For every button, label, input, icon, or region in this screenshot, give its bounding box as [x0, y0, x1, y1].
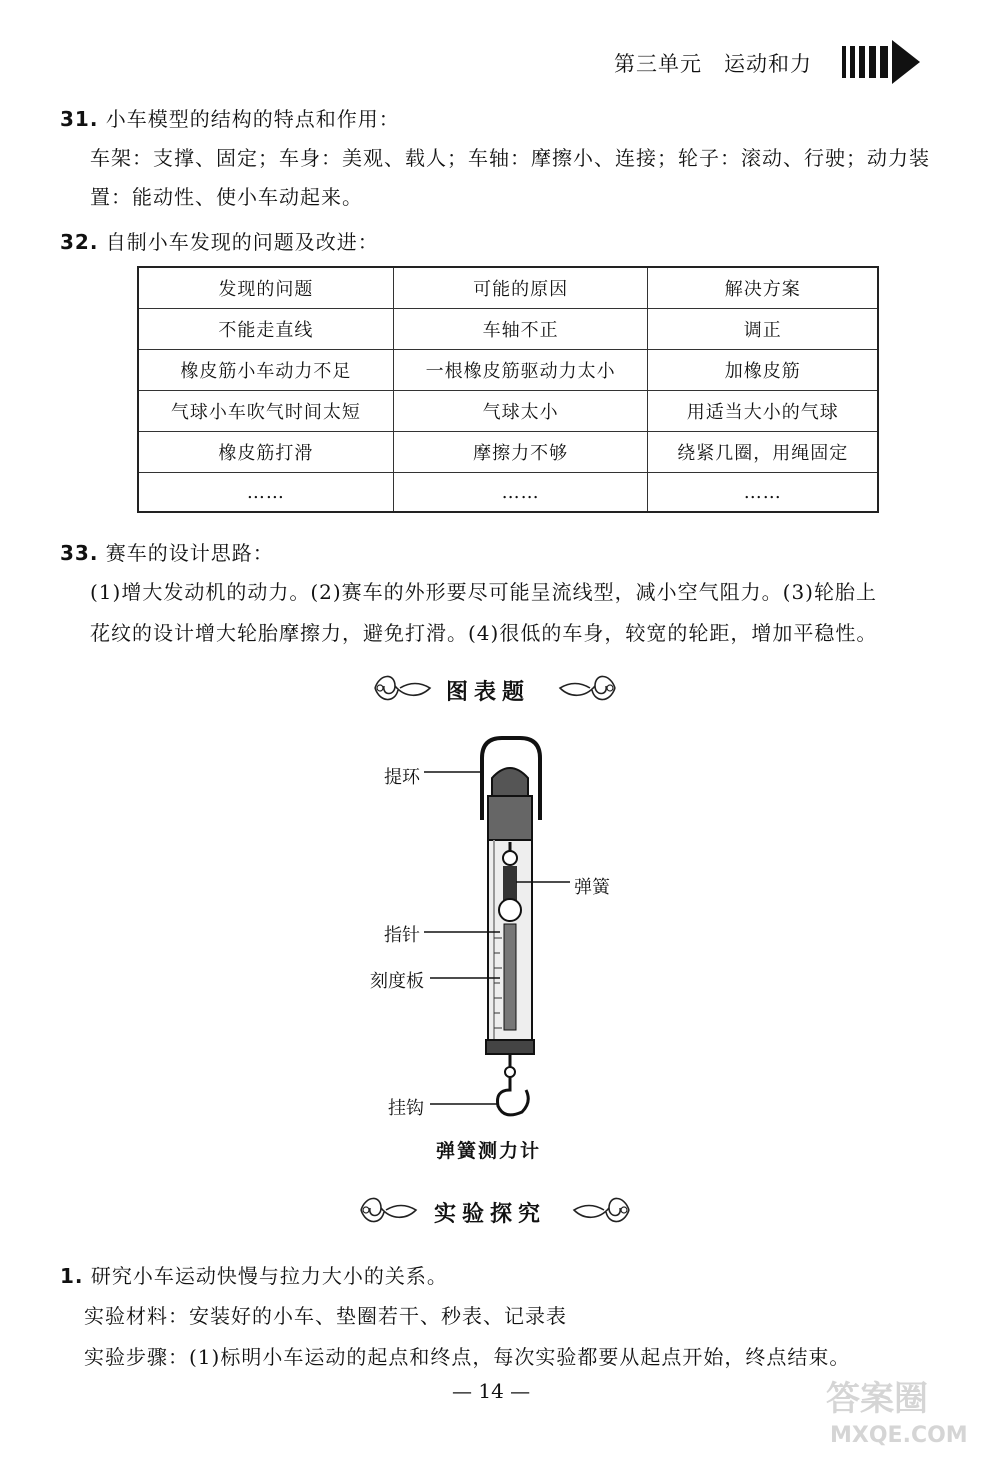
diagram-caption: 弹簧测力计 — [436, 1140, 542, 1162]
table-cell: 车轴不正 — [393, 309, 648, 350]
exp1-steps: 实验步骤：(1)标明小车运动的起点和终点，每次实验都要从起点开始，终点结束。 — [84, 1345, 851, 1369]
q33-number: 33. — [60, 541, 99, 565]
table-cell: 加橡皮筋 — [648, 350, 878, 391]
q31-answer-line2: 置：能动性、使小车动起来。 — [90, 185, 363, 209]
table-row — [138, 473, 878, 513]
table-cell: 不能走直线 — [138, 309, 393, 350]
table-header-row — [138, 267, 878, 309]
cap-block — [488, 796, 532, 842]
label-hook: 挂钩 — [388, 1098, 424, 1119]
exp1-title: 研究小车运动快慢与拉力大小的关系。 — [90, 1264, 448, 1288]
ornament-right-icon — [564, 1190, 634, 1230]
table-cell: 摩擦力不够 — [393, 432, 648, 473]
table-cell: 一根橡皮筋驱动力太小 — [393, 350, 648, 391]
pointer-ball — [499, 899, 521, 921]
q32-heading — [60, 226, 379, 255]
page-number: — 14 — — [452, 1379, 531, 1403]
table-cell: 调正 — [648, 309, 878, 350]
unit-header: 第三单元 运动和力 — [614, 52, 812, 76]
section-title-chart: 图表题 — [446, 679, 531, 705]
q33-answer-line2: 花纹的设计增大轮胎摩擦力，避免打滑。(4)很低的车身，较宽的轮距，增加平稳性。 — [90, 621, 878, 645]
table-row — [138, 350, 878, 391]
ornament-left-icon — [356, 1190, 426, 1230]
arrow-icon — [842, 40, 920, 84]
table-cell: …… — [393, 473, 648, 513]
table-cell: 气球小车吹气时间太短 — [138, 391, 393, 432]
ornament-right-icon — [550, 668, 620, 708]
q33-title: 赛车的设计思路： — [105, 541, 274, 565]
q33-answer-line1: (1)增大发动机的动力。(2)赛车的外形要尽可能呈流线型，减小空气阻力。(3)轮胎上 — [90, 580, 877, 604]
table-cell: 橡皮筋小车动力不足 — [138, 350, 393, 391]
problem-table — [137, 266, 879, 513]
table-header-cell: 解决方案 — [648, 267, 878, 309]
label-pointer: 指针 — [384, 925, 420, 946]
label-ring: 提环 — [384, 767, 420, 788]
scale-board — [504, 924, 516, 1030]
q31-heading — [60, 103, 400, 132]
label-spring: 弹簧 — [574, 877, 610, 898]
q32-number: 32. — [60, 230, 99, 254]
exp1-number: 1. — [60, 1264, 84, 1288]
table-cell: 绕紧几圈，用绳固定 — [648, 432, 878, 473]
exp1-heading — [60, 1260, 448, 1289]
hook-shape — [498, 1077, 529, 1115]
q32-title: 自制小车发现的问题及改进： — [105, 230, 379, 254]
table-row — [138, 309, 878, 350]
table-cell: …… — [648, 473, 878, 513]
table-cell: 用适当大小的气球 — [648, 391, 878, 432]
exp1-materials: 实验材料：安装好的小车、垫圈若干、秒表、记录表 — [84, 1304, 567, 1328]
q31-number: 31. — [60, 107, 99, 131]
table-header-cell: 发现的问题 — [138, 267, 393, 309]
q31-title: 小车模型的结构的特点和作用： — [105, 107, 400, 131]
section-title-experiment: 实验探究 — [434, 1201, 547, 1227]
q33-heading — [60, 537, 274, 566]
table-row — [138, 391, 878, 432]
q31-answer-line1: 车架：支撑、固定；车身：美观、载人；车轴：摩擦小、连接；轮子：滚动、行驶；动力装 — [90, 146, 930, 170]
svg-text:答案圈: 答案圈 — [826, 1379, 928, 1419]
top-cap — [492, 768, 528, 798]
watermark-logo — [820, 1370, 990, 1450]
table-cell: 橡皮筋打滑 — [138, 432, 393, 473]
table-row — [138, 432, 878, 473]
table-header-cell: 可能的原因 — [393, 267, 648, 309]
ornament-left-icon — [370, 668, 440, 708]
svg-text:MXQE.COM: MXQE.COM — [830, 1423, 968, 1448]
table-cell: 气球太小 — [393, 391, 648, 432]
label-scale: 刻度板 — [370, 971, 424, 992]
table-cell: …… — [138, 473, 393, 513]
